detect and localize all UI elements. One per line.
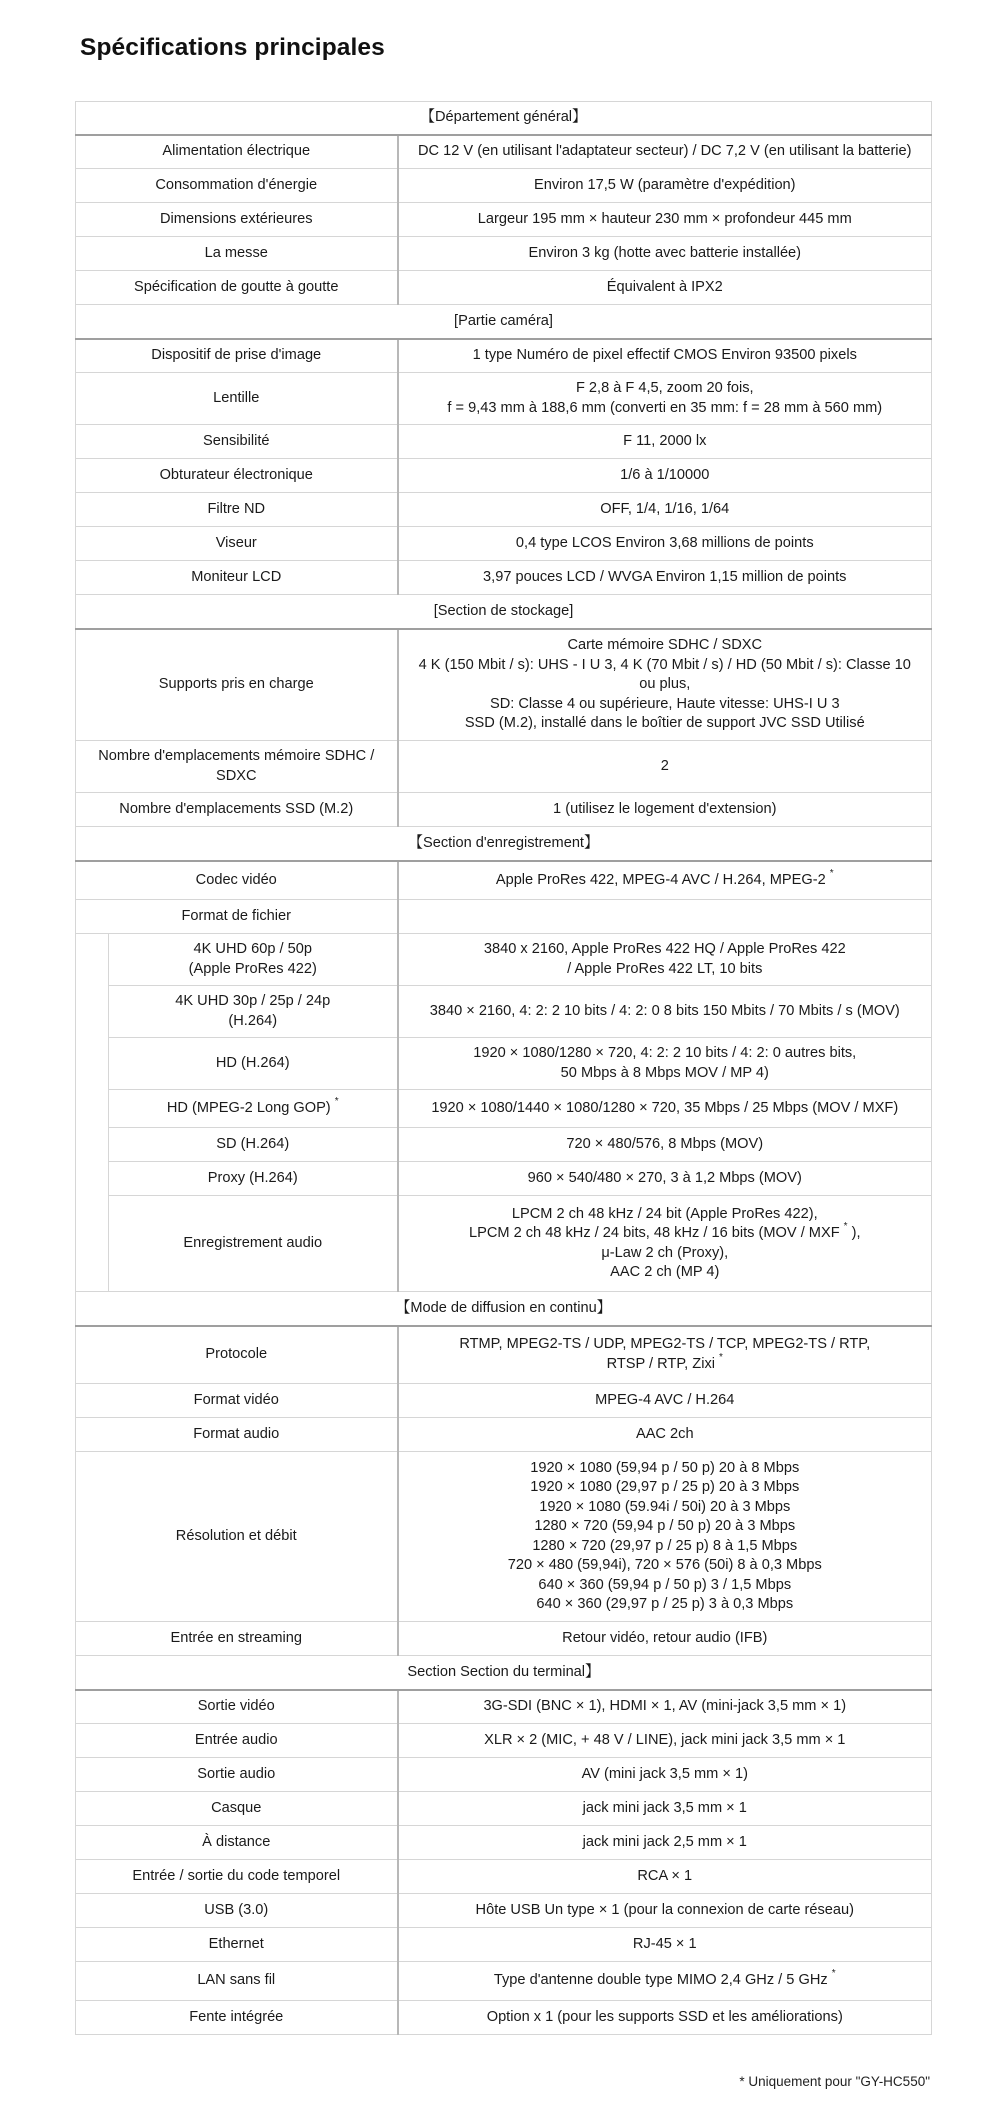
spec-row-remote [76,1826,932,1860]
value-line: SSD (M.2), installé dans le boîtier de support JVC SSD Utilisé [464,715,865,731]
spec-row-consumption [76,169,932,203]
spec-row-sensitivity [76,425,932,459]
spec-row-codec [76,861,932,900]
spec-label [109,934,398,986]
spec-label: Protocole [76,1326,398,1384]
spec-value: 3840 × 2160, 4: 2: 2 10 bits / 4: 2: 0 8 bits 150 Mbits / 70 Mbits / s (MOV) [398,986,932,1038]
section-header-streaming [76,1292,932,1326]
value-line: SD: Classe 4 ou supérieure, Haute vitesse: UHS-I U 3 [489,695,840,712]
spec-row-wireless [76,1962,932,2001]
spec-value: AAC 2ch [398,1418,932,1452]
spec-label: Proxy (H.264) [109,1162,398,1196]
page-title: Spécifications principales [80,34,385,61]
spec-label: Codec vidéo [76,861,398,900]
spec-value: 3,97 pouces LCD / WVGA Environ 1,15 million de points [398,561,932,595]
spec-value: jack mini jack 3,5 mm × 1 [398,1792,932,1826]
spec-row-audio-in [76,1724,932,1758]
spec-label: Dispositif de prise d'image [76,339,398,373]
spec-label: Entrée en streaming [76,1622,398,1656]
value-line: 4 K (150 Mbit / s): UHS - I U 3, 4 K (70 Mbit / s) / HD (50 Mbit / s): Classe 10 ou plus, [418,656,911,692]
spec-row-lens [76,373,932,425]
value-line: Carte mémoire SDHC / SDXC [567,637,763,653]
spec-label: Enregistrement audio [109,1196,398,1292]
spec-row-viewfinder [76,527,932,561]
spec-row-drip [76,271,932,305]
value-text: Apple ProRes 422, MPEG-4 AVC / H.264, MPEG-2 [495,871,826,888]
spec-row-headphones [76,1792,932,1826]
value-line [409,1351,922,1375]
indent-spacer [76,934,109,1292]
spec-row-sd [76,1128,932,1162]
spec-value [398,900,932,934]
label-line: 4K UHD 30p / 25p / 24p [175,993,331,1009]
label-line: (Apple ProRes 422) [188,960,317,977]
section-title: 【Section d'enregistrement】 [76,827,932,861]
footnote: * Uniquement pour "GY-HC550" [739,2074,930,2089]
section-header-terminal [76,1656,932,1690]
value-text: LPCM 2 ch 48 kHz / 24 bits, 48 kHz / 16 bits (MOV / MXF [468,1225,840,1241]
spec-row-lcd [76,561,932,595]
spec-label: Fente intégrée [76,2001,398,2035]
spec-label: Sortie vidéo [76,1690,398,1724]
spec-label: Sensibilité [76,425,398,459]
spec-value: 720 × 480/576, 8 Mbps (MOV) [398,1128,932,1162]
spec-value [398,373,932,425]
spec-label: USB (3.0) [76,1894,398,1928]
spec-label: Format vidéo [76,1384,398,1418]
spec-value: Hôte USB Un type × 1 (pour la connexion de carte réseau) [398,1894,932,1928]
spec-value: Largeur 195 mm × hauteur 230 mm × profondeur 445 mm [398,203,932,237]
spec-row-audio-format [76,1418,932,1452]
value-line: AAC 2 ch (MP 4) [610,1264,720,1280]
section-header-recording [76,827,932,861]
spec-row-stream-input [76,1622,932,1656]
value-text: Type d'antenne double type MIMO 2,4 GHz / 5 GHz [493,1972,828,1989]
section-title: Section Section du terminal】 [76,1656,932,1690]
spec-label [109,1090,398,1128]
spec-value: AV (mini jack 3,5 mm × 1) [398,1758,932,1792]
spec-row-shutter [76,459,932,493]
value-line: 720 × 480 (59,94i), 720 × 576 (50i) 8 à 0,3 Mbps [507,1557,822,1573]
spec-row-slot [76,2001,932,2035]
spec-label [109,986,398,1038]
spec-label: Entrée / sortie du code temporel [76,1860,398,1894]
spec-label: HD (H.264) [109,1038,398,1090]
spec-value: Équivalent à IPX2 [398,271,932,305]
spec-value: Retour vidéo, retour audio (IFB) [398,1622,932,1656]
spec-value [398,1452,932,1622]
value-line: 1920 × 1080 (59,94 p / 50 p) 20 à 8 Mbps [530,1459,800,1476]
value-line: F 2,8 à F 4,5, zoom 20 fois, [575,380,754,396]
spec-value: MPEG-4 AVC / H.264 [398,1384,932,1418]
spec-row-media [76,629,932,741]
spec-value [398,1196,932,1292]
spec-value [398,1962,932,2001]
value-line: RTMP, MPEG2-TS / UDP, MPEG2-TS / TCP, MPEG2-TS / RTP, [459,1336,871,1353]
spec-row-usb [76,1894,932,1928]
spec-label: Dimensions extérieures [76,203,398,237]
spec-label: Lentille [76,373,398,425]
spec-row-timecode [76,1860,932,1894]
value-text: ), [851,1225,861,1241]
spec-value [398,1326,932,1384]
label-line: 4K UHD 60p / 50p [193,941,312,957]
spec-value: RCA × 1 [398,1860,932,1894]
spec-label: Format audio [76,1418,398,1452]
spec-value [398,934,932,986]
spec-label: Supports pris en charge [76,629,398,741]
spec-label: Consommation d'énergie [76,169,398,203]
spec-label: Entrée audio [76,1724,398,1758]
spec-label: La messe [76,237,398,271]
footnote-marker: * [843,1221,848,1232]
value-line: 50 Mbps à 8 Mbps MOV / MP 4) [560,1064,769,1081]
value-line: 1280 × 720 (29,97 p / 25 p) 8 à 1,5 Mbps [532,1537,798,1554]
spec-row-protocol [76,1326,932,1384]
spec-value: 960 × 540/480 × 270, 3 à 1,2 Mbps (MOV) [398,1162,932,1196]
spec-row-ethernet [76,1928,932,1962]
value-line: 1920 × 1080 (29,97 p / 25 p) 20 à 3 Mbps [530,1479,800,1495]
spec-row-file-format [76,900,932,934]
section-header-general [76,102,932,135]
spec-value: Option x 1 (pour les supports SSD et les améliorations) [398,2001,932,2035]
spec-row-mass [76,237,932,271]
spec-value: DC 12 V (en utilisant l'adaptateur secteur) / DC 7,2 V (en utilisant la batterie) [398,135,932,169]
value-line: 3840 x 2160, Apple ProRes 422 HQ / Apple ProRes 422 [483,941,846,957]
spec-row-ssd-slots [76,793,932,827]
spec-value: Environ 17,5 W (paramètre d'expédition) [398,169,932,203]
spec-value: F 11, 2000 lx [398,425,932,459]
spec-label: Format de fichier [76,900,398,934]
section-header-camera [76,305,932,339]
spec-row-power [76,135,932,169]
spec-row-resolution [76,1452,932,1622]
spec-label: À distance [76,1826,398,1860]
spec-row-sd-slots [76,741,932,793]
value-line [409,1221,922,1244]
spec-label: LAN sans fil [76,1962,398,2001]
spec-row-uhd-prores [76,934,932,986]
spec-value: 0,4 type LCOS Environ 3,68 millions de points [398,527,932,561]
value-line: 1920 × 1080 (59.94i / 50i) 20 à 3 Mbps [539,1498,791,1515]
spec-row-uhd-h264 [76,986,932,1038]
spec-value [398,861,932,900]
value-line: 640 × 360 (59,94 p / 50 p) 3 / 1,5 Mbps [538,1576,792,1593]
spec-label: Obturateur électronique [76,459,398,493]
value-line: 1920 × 1080/1280 × 720, 4: 2: 2 10 bits / 4: 2: 0 autres bits, [473,1045,857,1061]
spec-label: Alimentation électrique [76,135,398,169]
spec-label: Moniteur LCD [76,561,398,595]
spec-table [75,101,932,2035]
spec-value [398,1038,932,1090]
spec-row-audio-rec [76,1196,932,1292]
spec-row-dimensions [76,203,932,237]
spec-row-video-format [76,1384,932,1418]
spec-value: Environ 3 kg (hotte avec batterie installée) [398,237,932,271]
value-line: 640 × 360 (29,97 p / 25 p) 3 à 0,3 Mbps [536,1596,794,1612]
spec-value: RJ-45 × 1 [398,1928,932,1962]
spec-label: Casque [76,1792,398,1826]
footnote-marker: * [831,1968,836,1980]
value-text: RTSP / RTP, Zixi [606,1355,715,1372]
spec-label: Ethernet [76,1928,398,1962]
value-line: f = 9,43 mm à 188,6 mm (converti en 35 mm: f = 28 mm à 560 mm) [447,399,883,416]
spec-row-proxy [76,1162,932,1196]
section-title: 【Département général】 [76,102,932,135]
value-line: 1280 × 720 (59,94 p / 50 p) 20 à 3 Mbps [534,1518,796,1534]
section-header-storage [76,595,932,629]
spec-label: Résolution et débit [76,1452,398,1622]
spec-row-hd-mpeg2 [76,1090,932,1128]
spec-value: 3G-SDI (BNC × 1), HDMI × 1, AV (mini-jack 3,5 mm × 1) [398,1690,932,1724]
spec-value: 1 (utilisez le logement d'extension) [398,793,932,827]
value-line: μ-Law 2 ch (Proxy), [601,1244,729,1261]
spec-label: Viseur [76,527,398,561]
spec-value: 1/6 à 1/10000 [398,459,932,493]
section-title: [Partie caméra] [76,305,932,339]
footnote-marker: * [829,867,834,879]
label-text: HD (MPEG-2 Long GOP) [166,1099,331,1116]
spec-label: Spécification de goutte à goutte [76,271,398,305]
spec-label: Nombre d'emplacements mémoire SDHC / SDXC [76,741,398,793]
spec-value: 1 type Numéro de pixel effectif CMOS Environ 93500 pixels [398,339,932,373]
section-title: 【Mode de diffusion en continu】 [76,1292,932,1326]
footnote-marker: * [719,1351,723,1363]
spec-label: Nombre d'emplacements SSD (M.2) [76,793,398,827]
spec-value: OFF, 1/4, 1/16, 1/64 [398,493,932,527]
label-line: (H.264) [228,1012,278,1029]
spec-value [398,629,932,741]
spec-row-imaging [76,339,932,373]
spec-value: 2 [398,741,932,793]
value-line: LPCM 2 ch 48 kHz / 24 bit (Apple ProRes 422), [511,1205,818,1222]
value-line: / Apple ProRes 422 LT, 10 bits [567,960,763,977]
spec-row-nd [76,493,932,527]
spec-value: jack mini jack 2,5 mm × 1 [398,1826,932,1860]
spec-row-hd-h264 [76,1038,932,1090]
spec-label: Sortie audio [76,1758,398,1792]
spec-value: 1920 × 1080/1440 × 1080/1280 × 720, 35 Mbps / 25 Mbps (MOV / MXF) [398,1090,932,1128]
spec-value: XLR × 2 (MIC, + 48 V / LINE), jack mini jack 3,5 mm × 1 [398,1724,932,1758]
spec-row-video-out [76,1690,932,1724]
spec-label: Filtre ND [76,493,398,527]
spec-label: SD (H.264) [109,1128,398,1162]
spec-row-audio-out [76,1758,932,1792]
footnote-marker: * [334,1095,339,1107]
section-title: [Section de stockage] [76,595,932,629]
